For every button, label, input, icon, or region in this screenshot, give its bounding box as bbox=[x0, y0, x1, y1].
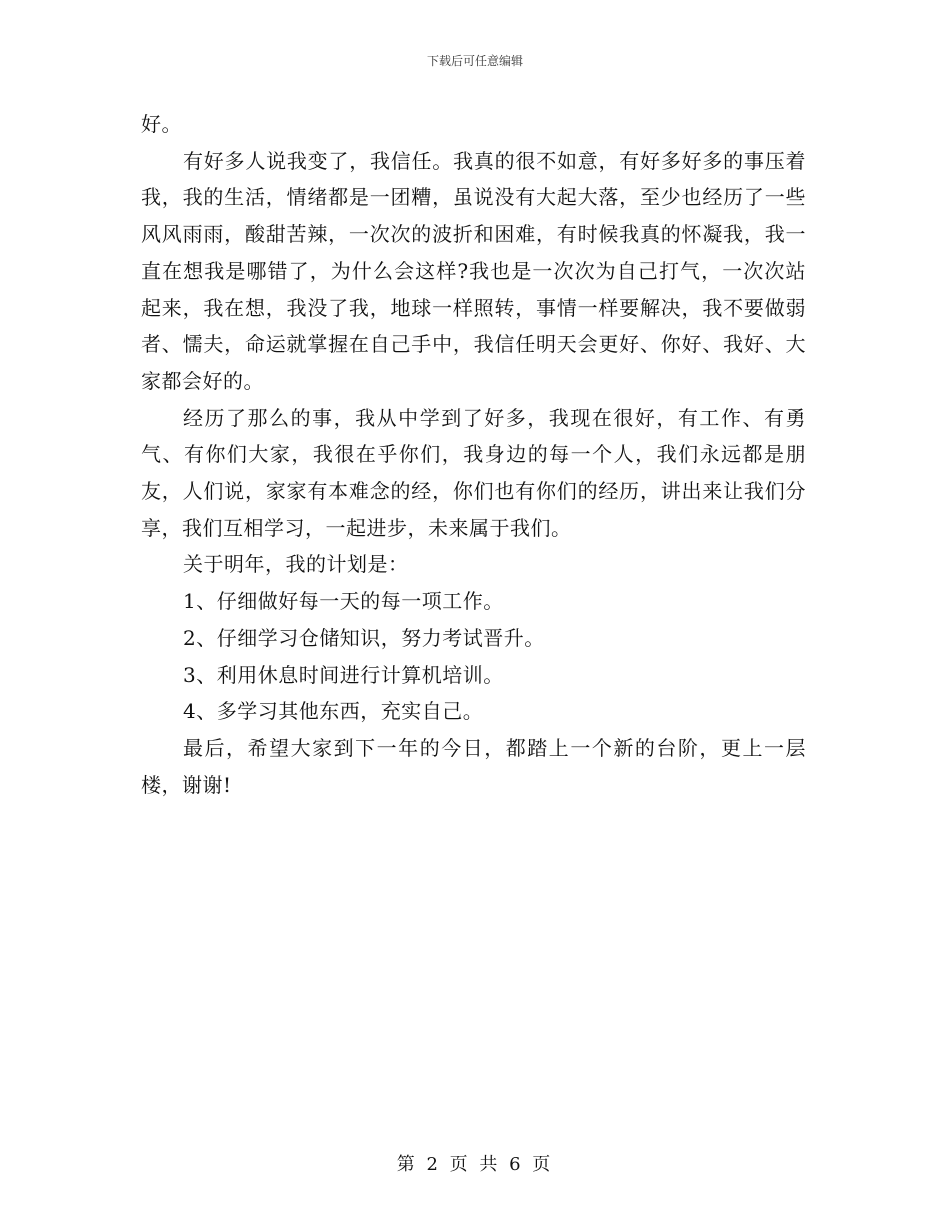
plan-item-2: 2、仔细学习仓储知识，努力考试晋升。 bbox=[183, 625, 545, 650]
plan-item-1: 1、仔细做好每一天的每一项工作。 bbox=[183, 589, 504, 614]
paragraph-changes: 有好多人说我变了，我信任。我真的很不如意，有好多好多的事压着我，我的生活，情绪都是一团糟，虽说没有大起大落，至少也经历了一些风风雨雨，酸甜苦辣，一次次的波折和困难，有时候我真的怀凝我，我一直在想我是哪错了，为什么会这样?我也是一次次为自己打气，一次次站起来，我在想，我没了我，地球一样照转，事情一样要解决，我不要做弱者、懦夫，命运就掌握在自己手中，我信任明天会更好、你好、我好、大家都会好的。 bbox=[141, 148, 806, 393]
page-header: 下载后可任意编辑 bbox=[426, 54, 523, 68]
paragraph-plan-intro: 关于明年，我的计划是： bbox=[183, 552, 409, 577]
plan-item-3: 3、利用休息时间进行计算机培训。 bbox=[183, 662, 504, 687]
plan-item-4: 4、多学习其他东西，充实自己。 bbox=[183, 699, 484, 724]
page-number: 第 2 页 共 6 页 bbox=[396, 1154, 554, 1175]
paragraph-continuation: 好。 bbox=[141, 112, 182, 136]
document-body bbox=[141, 106, 806, 803]
paragraph-experience: 经历了那么的事，我从中学到了好多，我现在很好，有工作、有勇气、有你们大家，我很在乎你们，我身边的每一个人，我们永远都是朋友，人们说，家家有本难念的经，你们也有你们的经历，讲出来让我们分享，我们互相学习，一起进步，未来属于我们。 bbox=[141, 405, 806, 540]
paragraph-closing: 最后，希望大家到下一年的今日，都踏上一个新的台阶，更上一层楼，谢谢! bbox=[141, 735, 806, 797]
